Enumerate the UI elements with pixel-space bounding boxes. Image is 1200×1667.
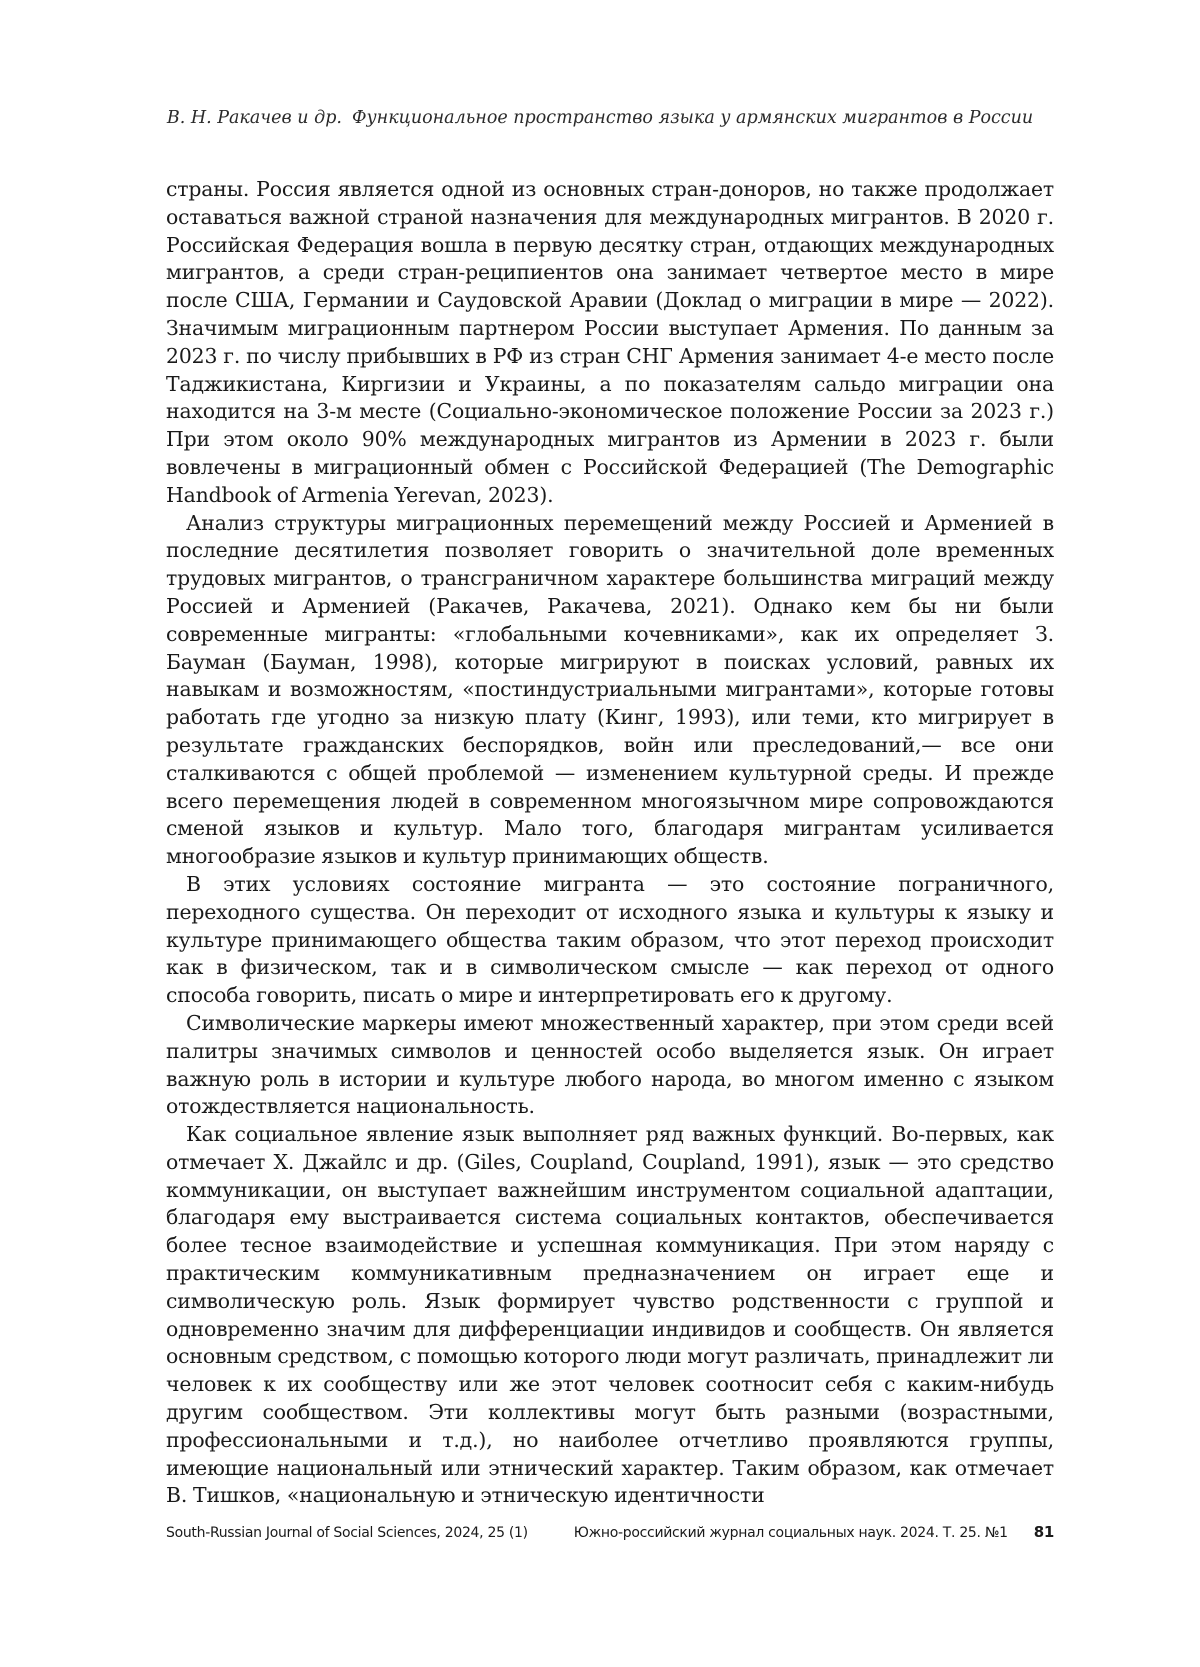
- running-head: [0, 108, 1200, 128]
- article-body: [166, 176, 1054, 1510]
- paragraph: страны. Россия является одной из основных стран-доноров, но также продолжает оставаться важной страной назначения для международных мигрантов. В 2020 г. Российская Федерация вошла в первую десятку стран, отдающих международных мигрантов, а среди стран-реципиентов она занимает четвертое место в мире после США, Германии и Саудовской Аравии (Доклад о миграции в мире — 2022). Значимым миграционным партнером России выступает Армения. По данным за 2023 г. по числу прибывших в РФ из стран СНГ Армения занимает 4-е место после Таджикистана, Киргизии и Украины, а по показателям сальдо миграции она находится на 3-м месте (Социально-экономическое положение России за 2023 г.) При этом около 90% международных мигрантов из Армении в 2023 г. были вовлечены в миграционный обмен с Российской Федерацией (The Demographic Handbook of Armenia Yerevan, 2023).: [166, 177, 1054, 507]
- paragraph: В этих условиях состояние мигранта — это состояние пограничного, переходного существа. Он переходит от исходного языка и культуры к языку и культуре принимающего общества таким образом, что этот переход происходит как в физическом, так и в символическом смысле — как переход от одного способа говорить, писать о мире и интерпретировать его к другому.: [166, 871, 1054, 1008]
- footer-journal-en: South-Russian Journal of Social Sciences, 2024, 25 (1): [166, 1525, 528, 1541]
- running-head-title: Функциональное пространство языка у армянских мигрантов в России: [351, 108, 1034, 128]
- footer-right-group: [574, 1523, 1054, 1541]
- page-footer: [166, 1523, 1054, 1541]
- footer-journal-ru: Южно-российский журнал социальных наук. 2024. Т. 25. №1: [573, 1525, 1008, 1541]
- page-number: 81: [1033, 1523, 1054, 1541]
- paragraph: Как социальное явление язык выполняет ряд важных функций. Во-первых, как отмечает Х. Джайлс и др. (Giles, Coupland, Coupland, 1991), язык — это средство коммуникации, он выступает важнейшим инструментом социальной адаптации, благодаря ему выстраивается система социальных контактов, обеспечивается более тесное взаимодействие и успешная коммуникация. При этом наряду с практическим коммуникативным предназначением он играет еще и символическую роль. Язык формирует чувство родственности с группой и одновременно значим для дифференциации индивидов и сообществ. Он является основным средством, с помощью которого люди могут различать, принадлежит ли человек к их сообществу или же этот человек соотносит себя с каким-нибудь другим сообществом. Эти коллективы могут быть разными (возрастными, профессиональными и т.д.), но наиболее отчетливо проявляются группы, имеющие национальный или этнический характер. Таким образом, как отмечает В. Тишков, «национальную и этническую идентичности: [166, 1122, 1054, 1508]
- paragraph: Анализ структуры миграционных перемещений между Россией и Арменией в последние десятилетия позволяет говорить о значительной доле временных трудовых мигрантов, о трансграничном характере большинства миграций между Россией и Арменией (Ракачев, Ракачева, 2021). Однако кем бы ни были современные мигранты: «глобальными кочевниками», как их определяет З. Бауман (Бауман, 1998), которые мигрируют в поисках условий, равных их навыкам и возможностям, «постиндустриальными мигрантами», которые готовы работать где угодно за низкую плату (Кинг, 1993), или теми, кто мигрирует в результате гражданских беспорядков, войн или преследований,— все они сталкиваются с общей проблемой — изменением культурной среды. И прежде всего перемещения людей в современном многоязычном мире сопровождаются сменой языков и культур. Мало того, благодаря мигрантам усиливается многообразие языков и культур принимающих обществ.: [166, 510, 1054, 869]
- running-head-authors: В. Н. Ракачев и др.: [166, 108, 342, 128]
- paragraph: Символические маркеры имеют множественный характер, при этом среди всей палитры значимых символов и ценностей особо выделяется язык. Он играет важную роль в истории и культуре любого народа, во многом именно с языком отождествляется национальность.: [166, 1010, 1054, 1119]
